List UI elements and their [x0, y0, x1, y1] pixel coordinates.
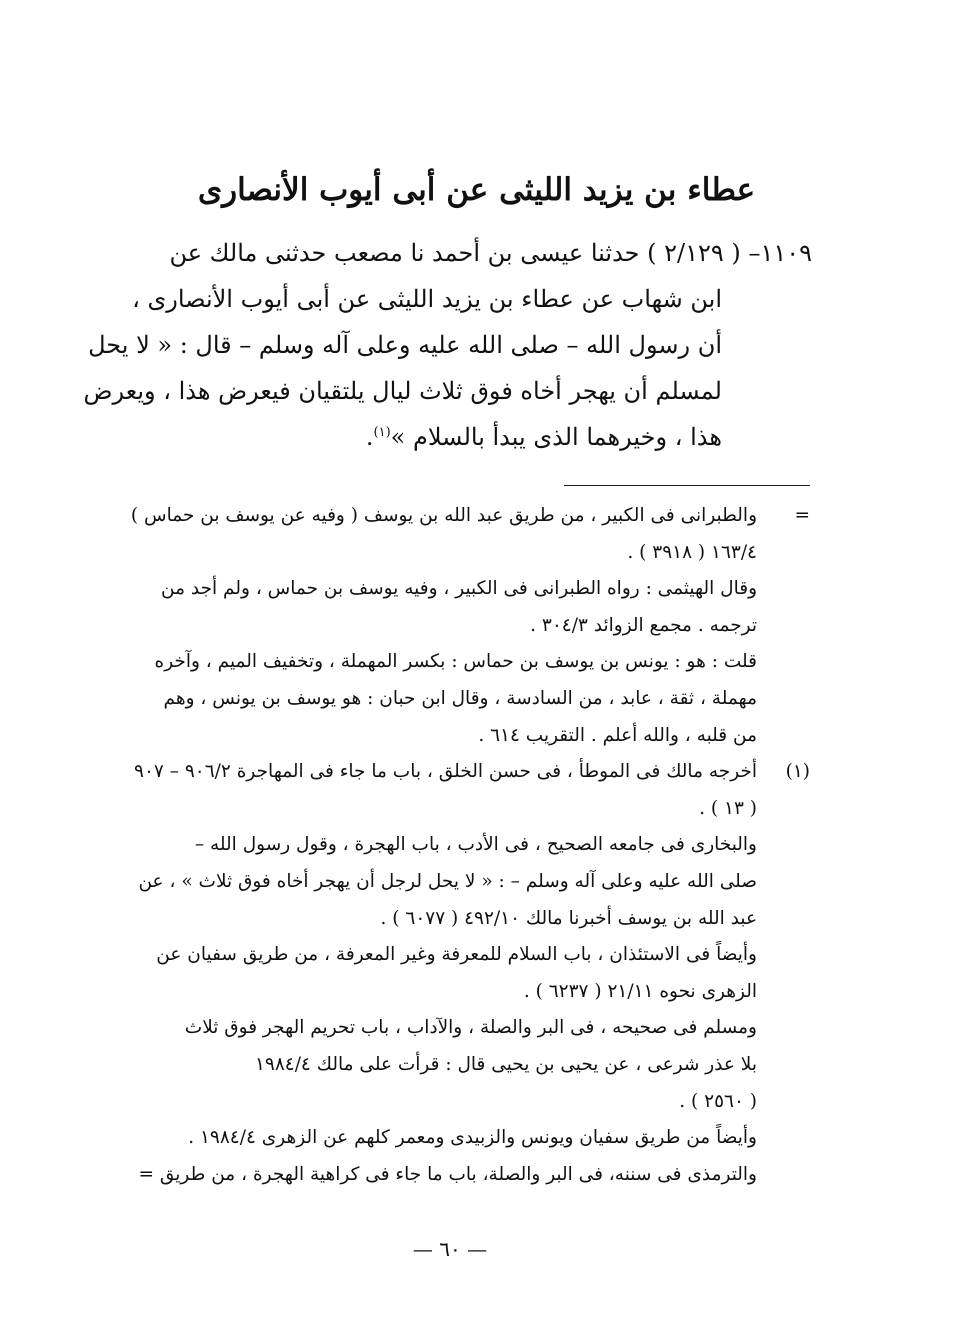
footnote-line: ١٦٣/٤ ( ٣٩١٨ ) . — [627, 541, 757, 563]
footnote-paragraph — [112, 1010, 812, 1120]
footnote-reference: (١) — [373, 425, 391, 440]
footnote-line: والبخارى فى جامعه الصحيح ، فى الأدب ، باب الهجرة ، وقول رسول الله – — [194, 834, 757, 856]
footnote-line: والترمذى فى سننه، فى البر والصلة، باب ما جاء فى كراهية الهجرة ، من طريق = — [138, 1163, 757, 1185]
footnote-line: من قلبه ، والله أعلم . التقريب ٦١٤ . — [478, 724, 757, 746]
footnote-paragraph — [112, 1157, 812, 1194]
footnote-line: قلت : هو : يونس بن يوسف بن حماس : بكسر المهملة ، وتخفيف الميم ، وآخره — [154, 651, 757, 673]
footnote-line: بلا عذر شرعى ، عن يحيى بن يحيى قال : قرأت على مالك ١٩٨٤/٤ — [254, 1053, 757, 1075]
footnote-marker: (١) — [785, 761, 810, 783]
footnote-line: وأيضاً من طريق سفيان ويونس والزبيدى ومعمر كلهم عن الزهرى ١٩٨٤/٤ . — [188, 1127, 757, 1149]
footnote-line: وقال الهيثمى : رواه الطبرانى فى الكبير ، وفيه يوسف بن حماس ، ولم أجد من — [161, 578, 757, 600]
footnote-paragraph — [112, 571, 812, 644]
section-title: عطاء بن يزيد الليثى عن أبى أيوب الأنصارى — [197, 172, 756, 208]
footnote-line: ومسلم فى صحيحه ، فى البر والصلة ، والآداب ، باب تحريم الهجر فوق ثلاث — [184, 1017, 757, 1039]
hadith-line — [112, 230, 812, 276]
footnote-paragraph — [112, 937, 812, 1010]
footnote-paragraph — [112, 644, 812, 754]
hadith-number: ١١٠٩– — [748, 239, 812, 267]
footnote-divider — [564, 485, 810, 486]
footnote-line: أخرجه مالك فى الموطأ ، فى حسن الخلق ، باب ما جاء فى المهاجرة ٩٠٦/٢ – ٩٠٧ — [134, 761, 757, 783]
hadith-line: لمسلم أن يهجر أخاه فوق ثلاث ليال يلتقيان فيعرض هذا ، ويعرض — [83, 377, 722, 405]
hadith-line — [112, 414, 812, 460]
footnote-line: الزهرى نحوه ٢١/١١ ( ٦٢٣٧ ) . — [523, 980, 757, 1002]
footnote-continuation — [112, 498, 812, 571]
footnote-line: مهملة ، ثقة ، عابد ، من السادسة ، وقال ابن حبان : هو يوسف بن يونس ، وهم — [163, 687, 757, 709]
footnote-line: والطبرانى فى الكبير ، من طريق عبد الله بن يوسف ( وفيه عن يوسف بن حماس ) — [130, 505, 757, 526]
hadith-line-text: ( ٢/١٢٩ ) حدثنا عيسى بن أحمد نا مصعب حدثنى مالك عن — [169, 239, 741, 267]
footnote-line: ترجمه . مجمع الزوائد ٣٠٤/٣ . — [530, 614, 757, 636]
footnote-marker: = — [794, 505, 810, 526]
page-number: — ٦٠ — — [412, 1237, 488, 1261]
hadith-line: أن رسول الله – صلى الله عليه وعلى آله وسلم – قال : « لا يحل — [88, 331, 722, 359]
footnote-paragraph — [112, 827, 812, 937]
hadith-text — [83, 230, 812, 460]
hadith-line: ابن شهاب عن عطاء بن يزيد الليثى عن أبى أيوب الأنصارى ، — [132, 285, 722, 313]
footnote-1 — [112, 754, 812, 827]
footnote-line: وأيضاً فى الاستئذان ، باب السلام للمعرفة وغير المعرفة ، من طريق سفيان عن — [156, 944, 757, 966]
footnote-line: صلى الله عليه وعلى آله وسلم – : « لا يحل لرجل أن يهجر أخاه فوق ثلاث » ، عن — [138, 870, 757, 892]
footnotes — [112, 498, 812, 1193]
footnote-paragraph — [112, 1120, 812, 1157]
footnote-line: ( ١٣ ) . — [699, 797, 757, 819]
hadith-line-text: هذا ، وخيرهما الذى يبدأ بالسلام » — [390, 423, 722, 451]
footnote-line: عبد الله بن يوسف أخبرنا مالك ٤٩٢/١٠ ( ٦٠٧٧ ) . — [380, 907, 757, 929]
end-mark: . — [365, 423, 374, 451]
footnote-line: ( ٢٥٦٠ ) . — [679, 1090, 757, 1112]
